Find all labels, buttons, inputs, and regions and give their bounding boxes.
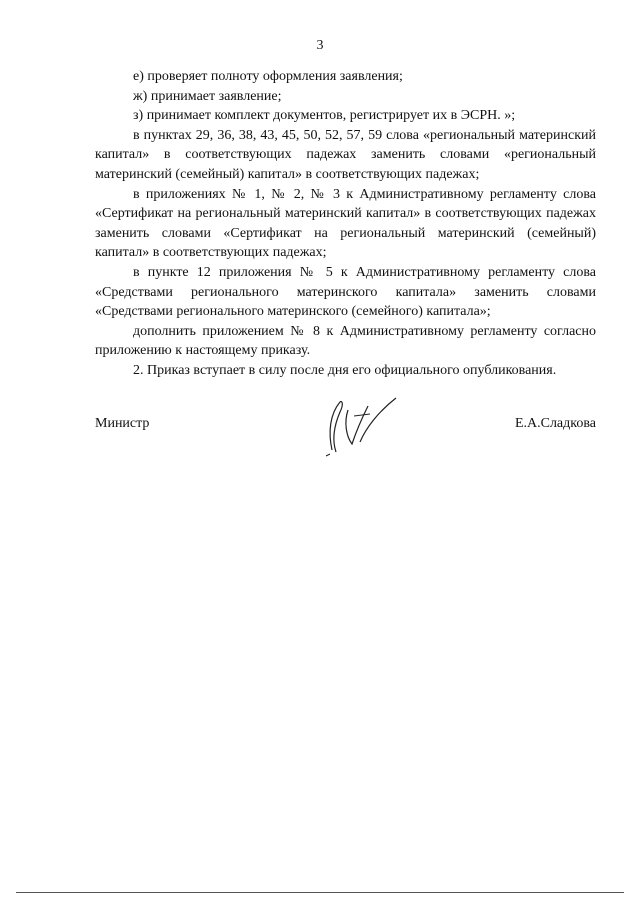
paragraph-zh: ж) принимает заявление; (133, 88, 282, 104)
signatory-title: Министр (95, 416, 150, 431)
signature-block (95, 416, 596, 456)
page-number: 3 (316, 38, 324, 53)
paragraph-appendix8-addition: дополнить приложением № 8 к Административному регламенту согласно приложению к настоящему приказу. (95, 323, 596, 359)
paragraph-z: з) принимает комплект документов, регистрирует их в ЭСРН. »; (133, 108, 516, 124)
signatory-name: Е.А.Сладкова (514, 416, 596, 431)
paragraph-e: е) проверяет полноту оформления заявления; (133, 69, 403, 84)
scan-edge-line (16, 892, 624, 893)
paragraph-effective-date: 2. Приказ вступает в силу после дня его официального опубликования. (133, 362, 557, 378)
paragraph-items-amendment: в пунктах 29, 36, 38, 43, 45, 50, 52, 57, 59 слова «региональный материнский капитал» в соответствующих падежах заменить словами «региональный материнский (семейный) капитал» в соответствующих падежах; (95, 127, 596, 182)
document-body (95, 67, 596, 381)
paragraph-appendices-amendment: в приложениях № 1, № 2, № 3 к Административному регламенту слова «Сертификат на региональный материнский капитал» в соответствующих падежах заменить словами «Сертификат на региональный материнский (семейный) капитал» в соответствующих падежах; (95, 186, 596, 261)
paragraph-appendix5-amendment: в пункте 12 приложения № 5 к Административному регламенту слова «Средствами регионального материнского капитала» заменить словами «Средствами регионального материнского (семейного) капитала»; (95, 264, 596, 320)
